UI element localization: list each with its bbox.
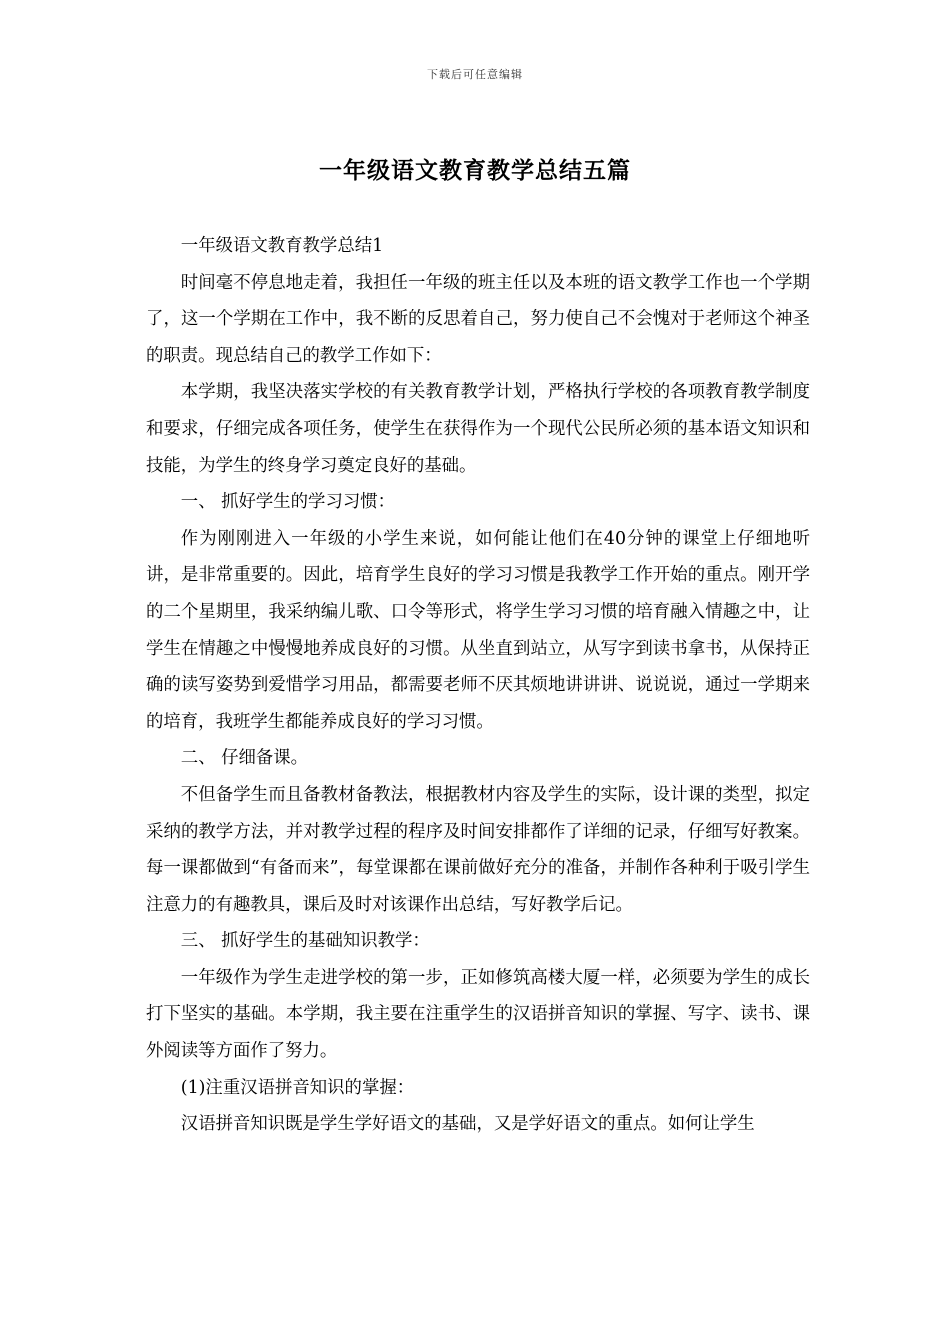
section-heading: (1)注重汉语拼音知识的掌握： <box>180 1077 415 1098</box>
section-heading: 三、 抓好学生的基础知识教学： <box>180 931 430 952</box>
section-heading: 一年级语文教育教学总结1 <box>180 236 384 256</box>
paragraph: 汉语拼音知识既是学生学好语文的基础，又是学好语文的重点。如何让学生 <box>180 1114 755 1135</box>
paragraph: 一年级作为学生走进学校的第一步，正如修筑高楼大厦一样，必须要为学生的成长打下坚实的基础。本学期，我主要在注重学生的汉语拼音知识的掌握、写字、读书、课外阅读等方面作了努力。 <box>146 967 810 1062</box>
document-body <box>146 228 810 1143</box>
paragraph: 不但备学生而且备教材备教法，根据教材内容及学生的实际，设计课的类型，拟定采纳的教学方法，并对教学过程的程序及时间安排都作了详细的记录，仔细写好教案。每一课都做到“有备而来”，每堂课都在课前做好充分的准备，并制作各种利于吸引学生注意力的有趣教具，课后及时对该课作出总结，写好教学后记。 <box>146 784 810 915</box>
header-note: 下载后可任意编辑 <box>427 68 523 81</box>
paragraph: 本学期，我坚决落实学校的有关教育教学计划，严格执行学校的各项教育教学制度和要求，仔细完成各项任务，使学生在获得作为一个现代公民所必须的基本语文知识和技能，为学生的终身学习奠定良好的基础。 <box>146 382 810 476</box>
section-heading: 一、 抓好学生的学习习惯： <box>180 492 396 513</box>
document-title: 一年级语文教育教学总结五篇 <box>319 157 631 184</box>
section-heading: 二、 仔细备课。 <box>180 748 309 769</box>
paragraph: 时间毫不停息地走着，我担任一年级的班主任以及本班的语文教学工作也一个学期了，这一个学期在工作中，我不断的反思着自己，努力使自己不会愧对于老师这个神圣的职责。现总结自己的教学工作如下： <box>146 272 810 366</box>
paragraph: 作为刚刚进入一年级的小学生来说，如何能让他们在40分钟的课堂上仔细地听讲，是非常重要的。因此，培育学生良好的学习习惯是我教学工作开始的重点。刚开学的二个星期里，我采纳编儿歌、口令等形式，将学生学习习惯的培育融入情趣之中，让学生在情趣之中慢慢地养成良好的习惯。从坐直到站立，从写字到读书拿书，从保持正确的读写姿势到爱惜学习用品，都需要老师不厌其烦地讲讲讲、说说说，通过一学期来的培育，我班学生都能养成良好的学习习惯。 <box>146 528 810 732</box>
